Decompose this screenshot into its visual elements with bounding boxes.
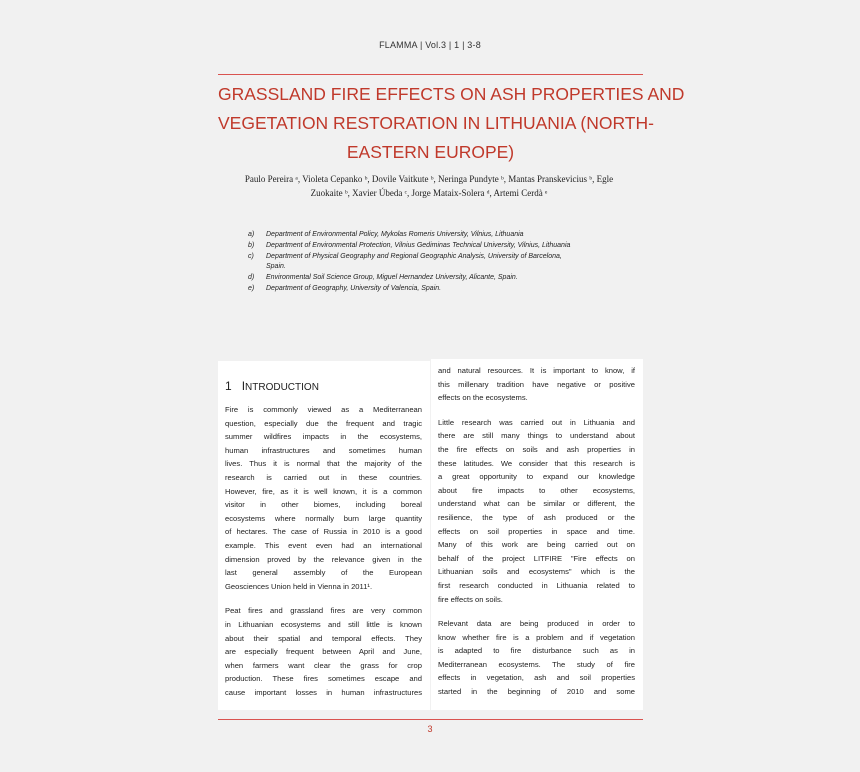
text-line: Geosciences Union held in Vienna in 2011¹. bbox=[225, 581, 373, 591]
affiliation-key: a) bbox=[248, 231, 255, 238]
text-line: about fire impacts to other ecosystems, bbox=[438, 485, 635, 495]
text-line: are especially frequent between April and June, bbox=[225, 647, 422, 657]
text-line: production. These fires sometimes escape and bbox=[225, 674, 422, 684]
left-column bbox=[218, 361, 430, 710]
text-line: when farmers want clear the grass for crop bbox=[225, 660, 422, 670]
affiliation-text: Environmental Soil Science Group, Miguel Hernandez University, Alicante, Spain. bbox=[266, 274, 518, 282]
affiliation-text: Department of Environmental Policy, Mykolas Romeris University, Vilnius, Lithuania bbox=[266, 231, 524, 238]
header-rule bbox=[218, 74, 643, 75]
paragraph bbox=[438, 364, 635, 405]
page-number: 3 bbox=[427, 724, 433, 734]
affiliation-item bbox=[248, 273, 634, 284]
text-line: lives. Thus it is normal that the majority of the bbox=[225, 459, 422, 469]
affiliation-item bbox=[248, 262, 634, 273]
text-line: example. This event even had an international bbox=[225, 540, 422, 550]
section-heading bbox=[225, 379, 422, 393]
affiliation-key bbox=[248, 262, 266, 273]
affiliation-key: c) bbox=[248, 252, 254, 260]
text-line: about their spatial and temporal effects. They bbox=[225, 633, 422, 643]
affiliation-item bbox=[248, 284, 634, 295]
text-line: Relevant data are being produced in order to bbox=[438, 619, 635, 629]
paragraph bbox=[438, 416, 635, 606]
paragraph bbox=[438, 617, 635, 699]
text-line: visitor in other biomes, including boreal bbox=[225, 500, 422, 510]
text-line: summer wildfires impacts in the ecosystems, bbox=[225, 432, 422, 442]
footer-rule bbox=[218, 719, 643, 720]
text-line: However, fire, as it is well known, it is a common bbox=[225, 486, 422, 496]
title-line: VEGETATION RESTORATION IN LITHUANIA (NORTH- bbox=[218, 113, 654, 133]
text-line: first research conducted in Lithuania related to bbox=[438, 580, 635, 590]
affiliation-item bbox=[248, 241, 634, 252]
text-line: understand what can be similar or different, the bbox=[438, 499, 635, 509]
text-line: fire effects on soils. bbox=[438, 594, 503, 604]
text-line: a great opportunity to expand our knowledge bbox=[438, 472, 635, 482]
affiliation-key: d) bbox=[248, 274, 255, 282]
text-line: ecosystems where normally burn large quantity bbox=[225, 513, 422, 523]
text-line: Little research was carried out in Lithuania and bbox=[438, 417, 635, 427]
affiliation-list bbox=[248, 230, 634, 295]
paragraph bbox=[225, 604, 422, 699]
author-list bbox=[214, 172, 644, 200]
text-line: this millenary tradition have negative or positive bbox=[438, 379, 635, 389]
paragraph bbox=[225, 403, 422, 593]
author-line: Paulo Pereira ᵃ, Violeta Cepanko ᵇ, Dovile Vaitkute ᵇ, Neringa Pundyte ᵇ, Mantas Pranskevicius ᵇ, Egle bbox=[244, 174, 614, 184]
affiliation-item bbox=[248, 252, 634, 263]
left-column-body bbox=[225, 379, 422, 710]
text-line: Mediterranean ecosystems. The study of fire bbox=[438, 659, 635, 669]
text-line: resilience, the type of ash produced or the bbox=[438, 512, 635, 522]
text-line: human infrastructures and sometimes human bbox=[225, 445, 422, 455]
affiliation-text: Department of Environmental Protection, Vilnius Gediminas Technical University, Vilnius, Lithuania bbox=[266, 241, 571, 249]
text-line: these latitudes. We consider that this research is bbox=[438, 458, 635, 468]
text-line: behalf of the project LITFIRE "Fire effects on bbox=[438, 553, 635, 563]
section-number: 1 bbox=[225, 379, 232, 393]
text-line: effects on the ecosystems. bbox=[438, 393, 528, 403]
section-title-initial: I bbox=[241, 379, 246, 393]
title-line: EASTERN EUROPE) bbox=[346, 142, 515, 162]
text-line: effects in vegetation, ash and soil properties bbox=[438, 673, 635, 683]
text-line: cause important losses in human infrastructures bbox=[225, 687, 422, 697]
text-line: in Lithuanian ecosystems and still little is known bbox=[225, 619, 422, 629]
text-line: started in the beginning of 2010 and some bbox=[438, 687, 635, 697]
affiliation-key: b) bbox=[248, 241, 255, 249]
affiliation-text: Department of Geography, University of Valencia, Spain. bbox=[266, 284, 442, 292]
text-line: Many of this work are being carried out on bbox=[438, 540, 635, 550]
text-line: question, especially due the frequent and tragic bbox=[225, 418, 422, 428]
affiliation-text: Department of Physical Geography and Regional Geographic Analysis, University of Barcelona, bbox=[266, 252, 562, 260]
text-line: is adapted to fire disturbance such as in bbox=[438, 646, 635, 656]
text-line: Lithuanian soils and ecosystems" which is the bbox=[438, 567, 635, 577]
text-line: know whether fire is a problem and if vegetation bbox=[438, 632, 635, 642]
text-line: there are still many things to understand about bbox=[438, 431, 635, 441]
affiliation-item bbox=[248, 230, 634, 241]
text-line: and natural resources. It is important to know, if bbox=[438, 366, 635, 375]
text-line: the fire effects on soils and ash properties in bbox=[438, 444, 635, 454]
running-head: FLAMMA | Vol.3 | 1 | 3-8 bbox=[379, 40, 481, 50]
section-title-rest: NTRODUCTION bbox=[245, 382, 319, 393]
text-line: dimension proved by the relevance given in the bbox=[225, 554, 422, 564]
text-line: Fire is commonly viewed as a Mediterranean bbox=[225, 405, 422, 414]
text-line: of hectares. The case of Russia in 2010 is a good bbox=[225, 527, 422, 537]
right-column bbox=[431, 359, 643, 710]
text-line: Peat fires and grassland fires are very common bbox=[225, 606, 422, 616]
right-column-body bbox=[438, 364, 635, 710]
text-line: research is carried out in these countries. bbox=[225, 472, 422, 482]
paper-title bbox=[218, 80, 685, 167]
text-line: effects on soil properties in space and time. bbox=[438, 526, 635, 536]
author-line: Zuokaite ᵇ, Xavier Úbeda ᶜ, Jorge Mataix-Solera ᵈ, Artemi Cerdà ᵉ bbox=[310, 188, 548, 198]
affiliation-text: Spain. bbox=[266, 263, 286, 271]
title-line: GRASSLAND FIRE EFFECTS ON ASH PROPERTIES AND bbox=[218, 84, 685, 104]
affiliation-key: e) bbox=[248, 284, 255, 292]
text-line: last general assembly of the European bbox=[225, 568, 422, 578]
